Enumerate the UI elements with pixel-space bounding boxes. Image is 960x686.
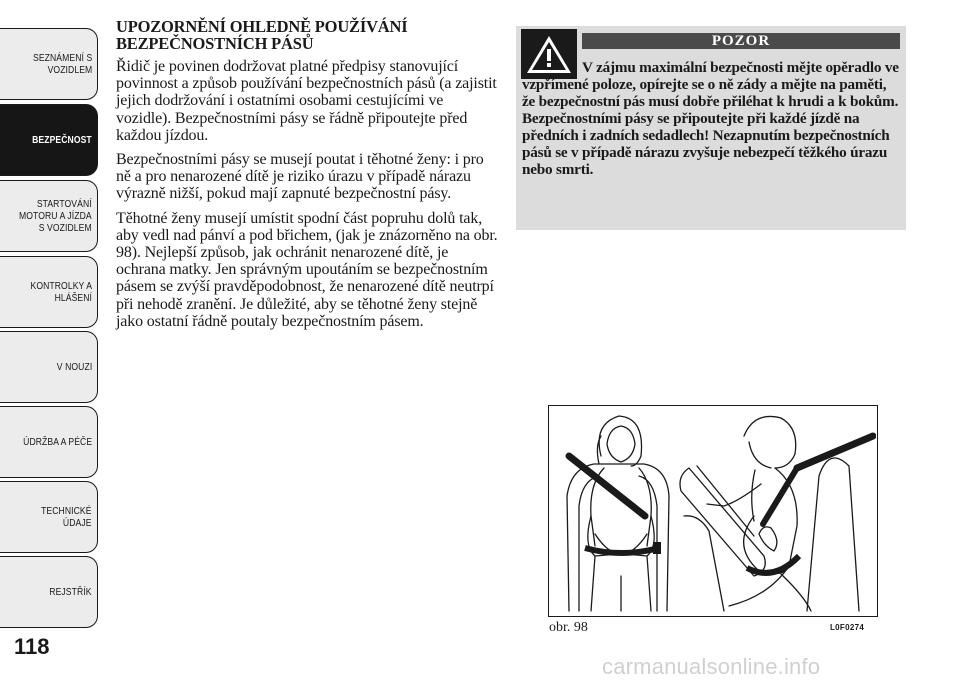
page-number: 118 — [14, 634, 50, 659]
warning-box — [516, 26, 906, 230]
tab-label: SEZNÁMENÍ S VOZIDLEM — [32, 52, 92, 76]
tab-label: TECHNICKÉ ÚDAJE — [41, 505, 92, 529]
paragraph: Bezpečnostními pásy se musejí poutat i těhotné ženy: i pro ně a pro nenarozené dítě je riziko úrazu v případě nárazu výrazně nižší, pokud mají zapnuté bezpečnostní pásy. — [116, 151, 484, 203]
tab-label: REJSTŘÍK — [49, 586, 92, 598]
tab-seznameni[interactable] — [0, 28, 98, 100]
tab-rejstrik[interactable] — [0, 556, 98, 628]
warning-title: POZOR — [582, 33, 900, 49]
tab-bezpecnost[interactable] — [0, 104, 98, 176]
tab-technicke-udaje[interactable] — [0, 481, 98, 553]
seatbelt-illustration — [549, 406, 876, 615]
warning-text: V zájmu maximální bezpečnosti mějte opěradlo ve vzpřímené poloze, opírejte se o ně zády a mějte na paměti, že bezpečnostní pás musí dobře přiléhat k hrudi a k bokům. Bezpečnostními pásy se připoutejte při každé jízdě na předních i zadních sedadlech! Nezapnutím bezpečnostních pásů se v případě nárazu zvyšuje nebezpečí těžkého úrazu nebo smrti. — [522, 59, 899, 178]
tab-label: STARTOVÁNÍ MOTORU A JÍZDA S VOZIDLEM — [19, 198, 92, 234]
tab-kontrolky[interactable] — [0, 256, 98, 328]
figure-code: L0F0274 — [830, 623, 865, 632]
tab-label: V NOUZI — [56, 361, 92, 373]
watermark: carmanualsonline.info — [602, 654, 821, 679]
figure-pregnant-seatbelt — [548, 405, 878, 617]
tab-label: BEZPEČNOST — [32, 134, 92, 146]
tab-label: ÚDRŽBA A PÉČE — [22, 436, 92, 448]
chapter-tabs — [0, 0, 100, 686]
tab-startovani[interactable] — [0, 180, 98, 252]
tab-udrzba[interactable] — [0, 406, 98, 478]
paragraph: Řidič je povinen dodržovat platné předpisy stanovující povinnost a způsob používání bezpečnostních pásů (a zajistit jejich dodržování i ostatními osobami cestujícími ve vozidle). Bezpečnostními pásy se řádně připoutejte před každou jízdou. — [116, 58, 497, 144]
main-text-column — [116, 18, 501, 337]
section-heading: UPOZORNĚNÍ OHLEDNĚ POUŽÍVÁNÍ BEZPEČNOSTNÍCH PÁSŮ — [116, 17, 408, 53]
paragraph: Těhotné ženy musejí umístit spodní část popruhu dolů tak, aby vedl nad pánví a pod břichem, (jak je znázorněno na obr. 98). Nejlepší způsob, jak ochránit nenarozené dítě, je ochrana matky. Jen správným upoutáním se bezpečnostním pásem se zvýší pravděpodobnost, že nenarozené dítě neutrpí při nehodě zranění. Je důležité, aby se těhotné ženy stejně jako ostatní řádně poutaly bezpečnostním pásem. — [116, 209, 498, 330]
figure-caption: obr. 98 — [549, 620, 588, 635]
tab-label: KONTROLKY A HLÁŠENÍ — [30, 280, 92, 304]
tab-v-nouzi[interactable] — [0, 331, 98, 403]
